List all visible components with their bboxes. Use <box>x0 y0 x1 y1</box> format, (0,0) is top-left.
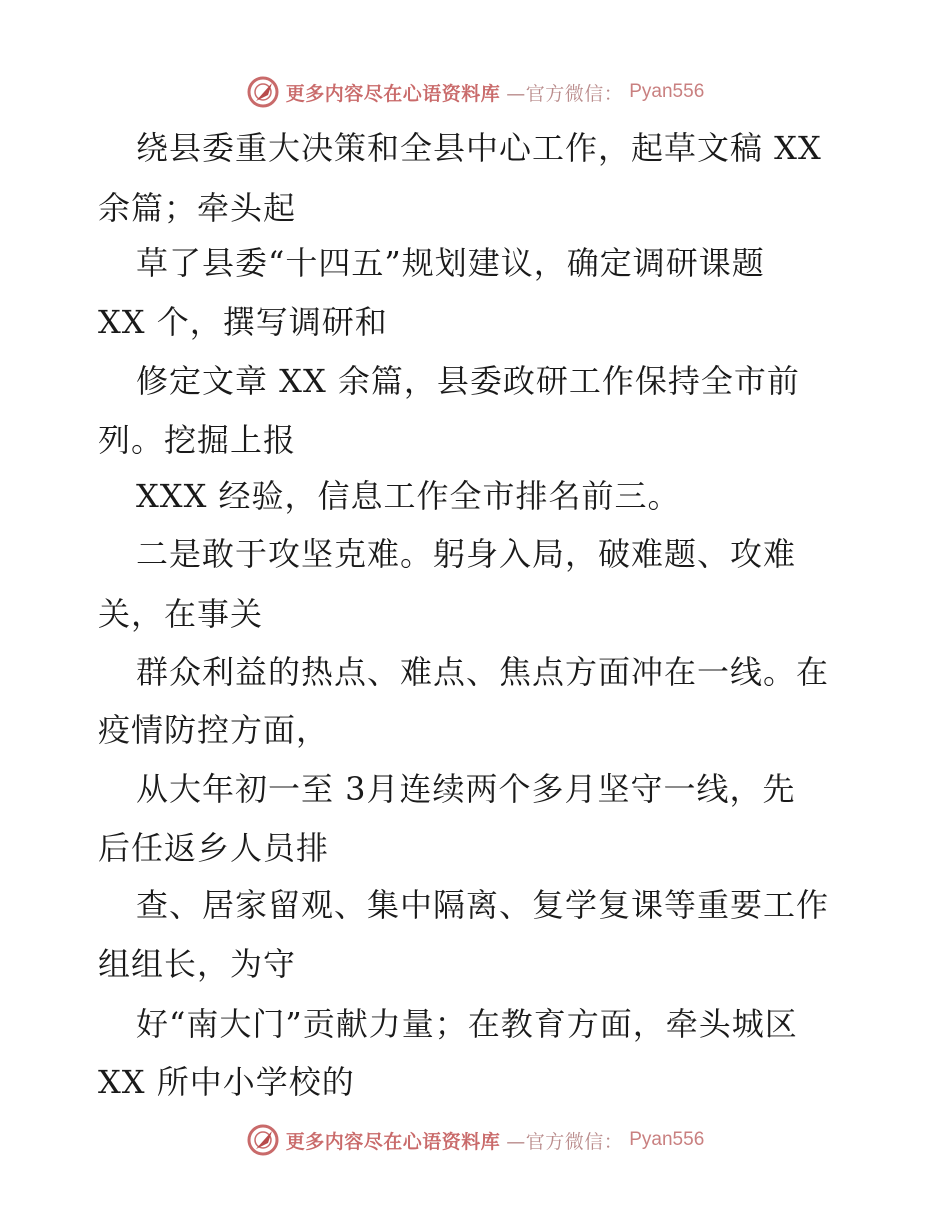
text-line: 关，在事关 <box>98 595 264 633</box>
text-line: 修定文章 XX 余篇，县委政研工作保持全市前 <box>136 362 800 400</box>
quill-logo-icon <box>246 75 280 109</box>
watermark-sub-text: —官方微信： <box>506 82 624 105</box>
text-line: XX 个，撰写调研和 <box>98 303 388 341</box>
header-watermark <box>0 72 950 112</box>
text-line: 从大年初一至 3月连续两个多月坚守一线，先 <box>136 770 796 808</box>
text-line: 组组长，为守 <box>98 945 297 983</box>
text-line: 余篇；牵头起 <box>98 189 297 227</box>
text-line: 好“南大门”贡献力量；在教育方面，牵头城区 <box>136 1005 798 1043</box>
text-line: 草了县委“十四五”规划建议，确定调研课题 <box>136 244 765 282</box>
quill-logo-icon <box>246 1123 280 1157</box>
watermark-sub-text: —官方微信： <box>506 1130 624 1153</box>
text-line: 后任返乡人员排 <box>98 829 330 867</box>
text-line: 绕县委重大决策和全县中心工作，起草文稿 XX <box>136 129 822 167</box>
watermark-wechat-id: Pyan556 <box>629 81 705 102</box>
text-line: XXX 经验，信息工作全市排名前三。 <box>136 477 681 515</box>
watermark-main-text: 更多内容尽在心语资料库 <box>285 1130 501 1153</box>
text-line: 查、居家留观、集中隔离、复学复课等重要工作 <box>136 886 830 924</box>
watermark-main-text: 更多内容尽在心语资料库 <box>285 82 501 105</box>
text-line: 群众利益的热点、难点、焦点方面冲在一线。在 <box>136 653 830 691</box>
footer-watermark <box>0 1120 950 1160</box>
text-line: 列。挖掘上报 <box>98 421 297 459</box>
text-line: 二是敢于攻坚克难。躬身入局，破难题、攻难 <box>136 535 797 573</box>
text-line: 疫情防控方面， <box>98 711 330 749</box>
watermark-wechat-id: Pyan556 <box>629 1129 705 1150</box>
text-line: XX 所中小学校的 <box>98 1063 355 1101</box>
